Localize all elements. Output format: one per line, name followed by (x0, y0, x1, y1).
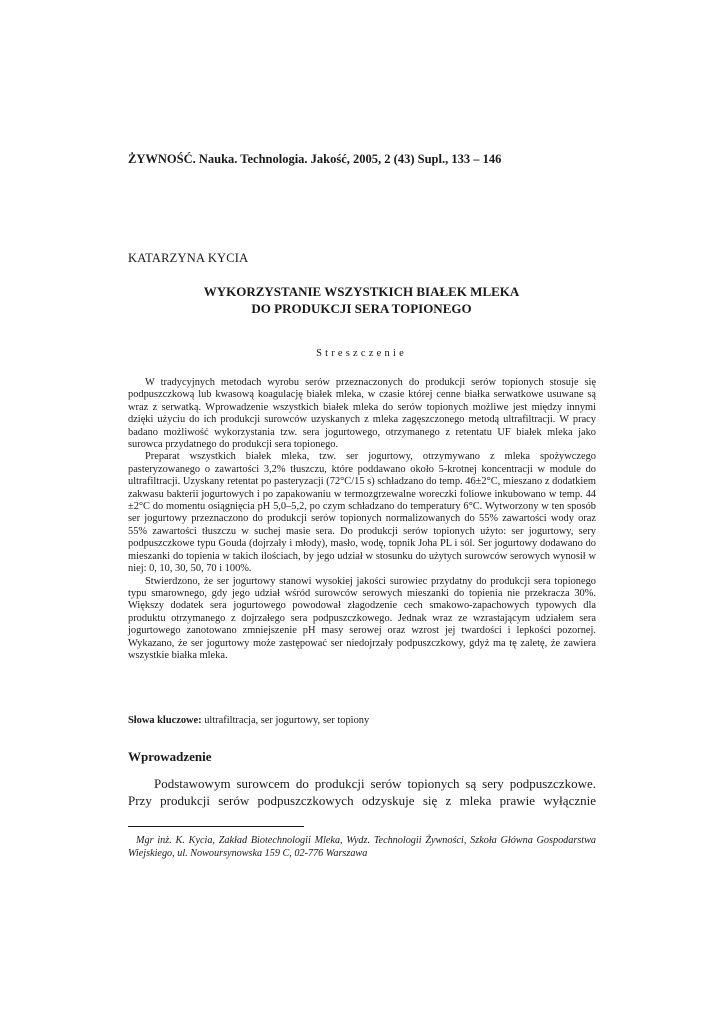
author-name: KATARZYNA KYCIA (128, 251, 249, 265)
abstract-paragraph-3: Stwierdzono, że ser jogurtowy stanowi wysokiej jakości surowiec przydatny do produkcji sera topionego typu smarownego, gdy jego udział wśród surowców serowych mieszanki do topienia nie przekracza 30%. Większy dodatek sera jogurtowego powodował złagodzenie cech smakowo-zapachowych typowych dla produktu otrzymanego z dojrzałego sera podpuszczkowego. Jednak wraz ze wzrastającym udziałem sera jogurtowego zanotowano zmniejszenie pH masy serowej oraz wzrost jej twardości i lepkości pozornej. Wykazano, że ser jogurtowy może zastępować ser niedojrzały podpuszczkowy, gdyż ma tę zaletę, że zawiera wszystkie białka mleka. (128, 575, 596, 661)
article-title (128, 283, 595, 317)
abstract-paragraph-1: W tradycyjnych metodach wyrobu serów przeznaczonych do produkcji serów topionych stosuje się podpuszczkową lub kwasową koagulację białek mleka, w czasie której cenne białka serwatkowe usuwane są wraz z serwatką. Wprowadzenie wszystkich białek mleka do serów topionych możliwe jest między innymi dzięki użyciu do ich produkcji surowców uzyskanych z mleka zagęszczonego metodą ultrafiltracji. W pracy badano możliwość wykorzystania tzw. sera jogurtowego, otrzymanego z retentatu UF białek mleka jako surowca przydatnego do produkcji sera topionego. (128, 377, 596, 451)
article-title-line-1: WYKORZYSTANIE WSZYSTKICH BIAŁEK MLEKA (203, 284, 520, 299)
abstract-paragraph-2: Preparat wszystkich białek mleka, tzw. ser jogurtowy, otrzymywano z mleka spożywczego pasteryzowanego o zawartości 3,2% tłuszczu, które poddawano około 5-krotnej koncentracji w module do ultrafiltracji. Uzyskany retentat po pasteryzacji (72°C/15 s) schładzano do temp. 46±2°C, mieszano z dodatkiem zakwasu bakterii jogurtowych i po zapakowaniu w termozgrzewalne woreczki foliowe inkubowano w temp. 44 ±2°C do momentu osiągnięcia pH 5,0–5,2, po czym schładzano do temperatury 6°C. Wytworzony w ten sposób ser jogurtowy przeznaczono do produkcji serów topionych normalizowanych do 55% zawartości wody oraz 55% zawartości tłuszczu w suchej masie sera. Do produkcji serów topionych użyto: ser jogurtowy, sery podpuszczkowe typu Gouda (dojrzały i młody), masło, wodę, topnik Joha PL i sól. Ser jogurtowy dodawano do mieszanki do topienia w takich ilościach, by jego udział w stosunku do użytych surowców serowych wynosił w niej: 0, 10, 30, 50, 70 i 100%. (128, 451, 596, 575)
keywords-label: Słowa kluczowe: (128, 715, 202, 726)
author-affiliation-footnote (128, 834, 596, 860)
article-title-line-2: DO PRODUKCJI SERA TOPIONEGO (251, 301, 472, 316)
abstract-heading: Streszczenie (316, 348, 407, 359)
footnote-text: Mgr inż. K. Kycia, Zakład Biotechnologii Mleka, Wydz. Technologii Żywności, Szkoła Główna Gospodarstwa Wiejskiego, ul. Nowoursynowska 159 C, 02-776 Warszawa (128, 835, 596, 859)
abstract-body (128, 377, 596, 662)
section-heading-introduction: Wprowadzenie (128, 749, 212, 764)
journal-citation: ŻYWNOŚĆ. Nauka. Technologia. Jakość, 2005, 2 (43) Supl., 133 – 146 (128, 152, 502, 166)
introduction-paragraph: Podstawowym surowcem do produkcji serów topionych są sery podpuszczkowe. Przy produkcji serów podpuszczkowych odzyskuje się z mleka prawie wyłącznie (128, 776, 596, 808)
footnote-divider (128, 826, 304, 827)
introduction-body (128, 775, 596, 809)
keywords-text: ultrafiltracja, ser jogurtowy, ser topiony (201, 715, 370, 726)
keywords (128, 714, 596, 727)
